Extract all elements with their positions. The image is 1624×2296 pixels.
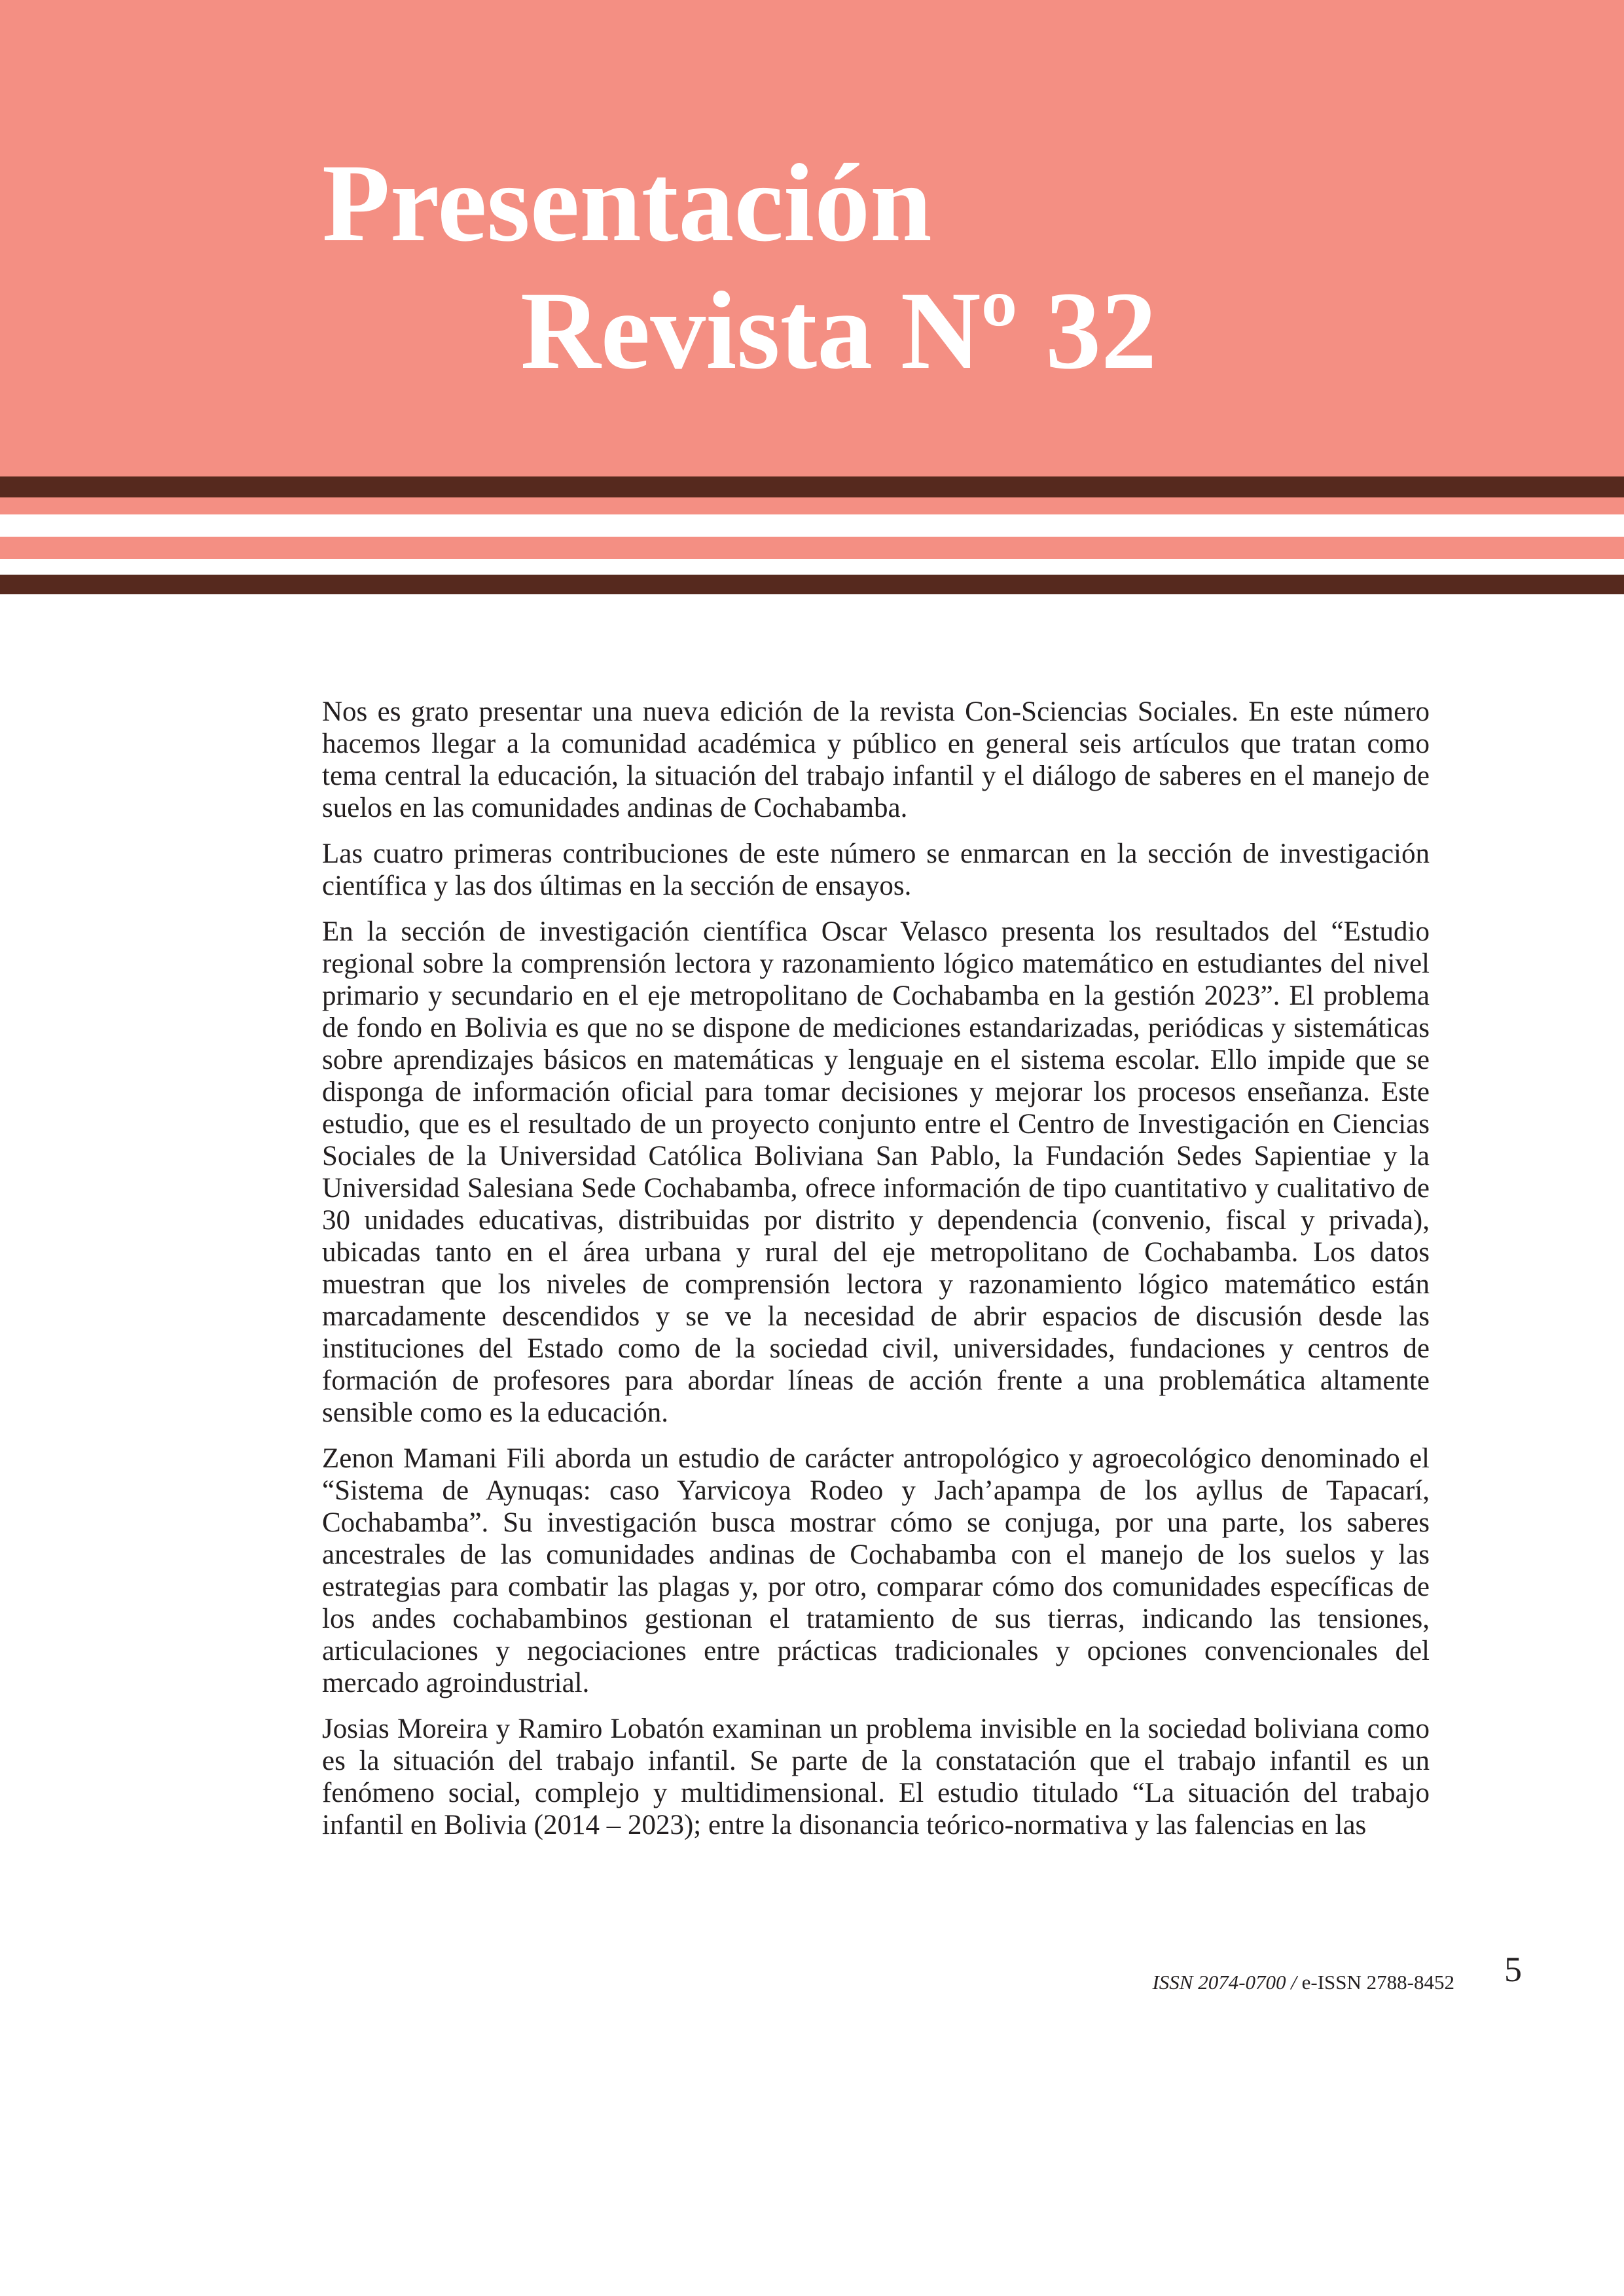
- issn-separator: /: [1286, 1971, 1302, 1994]
- decorative-stripe-white-bottom: [0, 559, 1624, 575]
- decorative-stripe-dark-top: [0, 476, 1624, 497]
- page-title-line-2: Revista Nº 32: [520, 269, 1157, 392]
- issn-electronic: e-ISSN 2788-8452: [1301, 1971, 1454, 1994]
- body-paragraph-1: Nos es grato presentar una nueva edición de la revista Con-Sciencias Sociales. En este número hacemos llegar a la comunidad académica y público en general seis artículos que tratan como tema central la educación, la situación del trabajo infantil y el diálogo de saberes en el manejo de suelos en las comunidades andinas de Cochabamba.: [322, 696, 1430, 823]
- decorative-stripe-pink-top: [0, 497, 1624, 514]
- body-paragraph-2: Las cuatro primeras contribuciones de este número se enmarcan en la sección de investigación científica y las dos últimas en la sección de ensayos.: [322, 838, 1430, 901]
- footer-issn-line: [1152, 1972, 1454, 1992]
- issn-print: ISSN 2074-0700: [1152, 1971, 1286, 1994]
- page-number: 5: [1504, 1950, 1522, 1989]
- body-paragraph-4: Zenon Mamani Fili aborda un estudio de carácter antropológico y agroecológico denominado el “Sistema de Aynuqas: caso Yarvicoya Rodeo y Jach’apampa de los ayllus de Tapacarí, Cochabamba”. Su investigación busca mostrar cómo se conjuga, por una parte, los saberes ancestrales de las comunidades andinas de Cochabamba con el manejo de los suelos y las estrategias para combatir las plagas y, por otro, comparar cómo dos comunidades específicas de los andes cochabambinos gestionan el tratamiento de sus tierras, indicando las tensiones, articulaciones y negociaciones entre prácticas tradicionales y opciones convencionales del mercado agroindustrial.: [322, 1443, 1430, 1698]
- decorative-stripe-dark-bottom: [0, 575, 1624, 594]
- decorative-stripe-white-top: [0, 514, 1624, 537]
- body-paragraph-5: Josias Moreira y Ramiro Lobatón examinan un problema invisible en la sociedad boliviana como es la situación del trabajo infantil. Se parte de la constatación que el trabajo infantil es un fenómeno social, complejo y multidimensional. El estudio titulado “La situación del trabajo infantil en Bolivia (2014 – 2023); entre la disonancia teórico-normativa y las falencias en las: [322, 1713, 1430, 1840]
- article-body: [322, 696, 1430, 1841]
- body-paragraph-3: En la sección de investigación científica Oscar Velasco presenta los resultados del “Estudio regional sobre la comprensión lectora y razonamiento lógico matemático en estudiantes del nivel primario y secundario en el eje metropolitano de Cochabamba en la gestión 2023”. El problema de fondo en Bolivia es que no se dispone de mediciones estandarizadas, periódicas y sistemáticas sobre aprendizajes básicos en matemáticas y lenguaje en el sistema escolar. Ello impide que se disponga de información oficial para tomar decisiones y mejorar los procesos enseñanza. Este estudio, que es el resultado de un proyecto conjunto entre el Centro de Investigación en Ciencias Sociales de la Universidad Católica Boliviana San Pablo, la Fundación Sedes Sapientiae y la Universidad Salesiana Sede Cochabamba, ofrece información de tipo cuantitativo y cualitativo de 30 unidades educativas, distribuidas por distrito y dependencia (convenio, fiscal y privada), ubicadas tanto en el área urbana y rural del eje metropolitano de Cochabamba. Los datos muestran que los niveles de comprensión lectora y razonamiento lógico matemático están marcadamente descendidos y se ve la necesidad de abrir espacios de discusión desde las instituciones del Estado como de la sociedad civil, universidades, fundaciones y centros de formación de profesores para abordar líneas de acción frente a una problemática altamente sensible como es la educación.: [322, 916, 1430, 1428]
- decorative-stripe-pink-middle: [0, 537, 1624, 559]
- page-title-line-1: Presentación: [322, 141, 932, 264]
